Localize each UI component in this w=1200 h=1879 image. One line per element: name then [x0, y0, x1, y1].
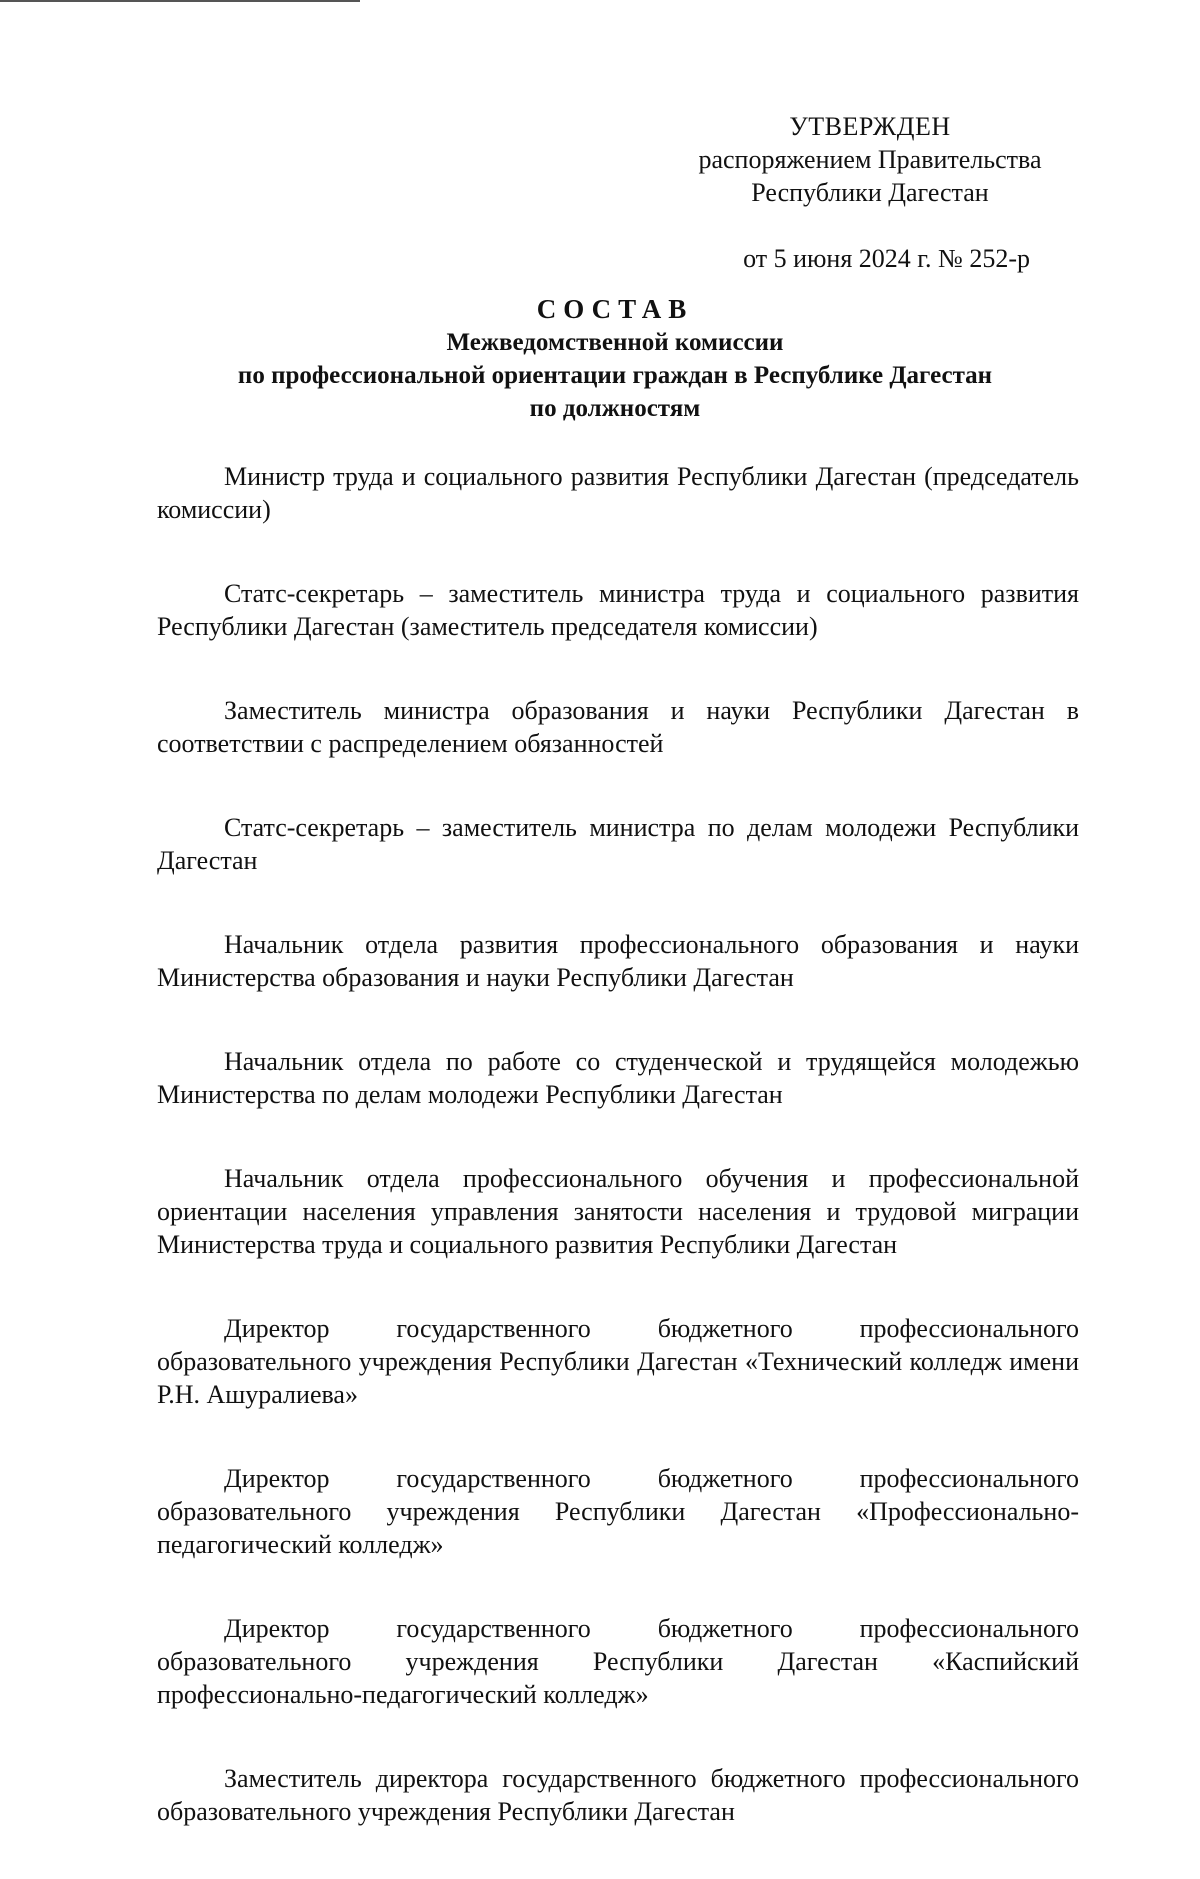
members-list — [157, 460, 1079, 1879]
member-paragraph: Директор государственного бюджетного профессионального образовательного учреждения Республики Дагестан «Технический колледж имени Р.Н. Ашуралиева» — [157, 1314, 1079, 1409]
heading-line-2: по профессиональной ориентации граждан в Республике Дагестан — [237, 362, 993, 389]
scan-edge-line — [0, 0, 360, 2]
approval-line-1: распоряжением Правительства — [698, 145, 1042, 174]
member-paragraph: Директор государственного бюджетного профессионального образовательного учреждения Республики Дагестан «Профессионально-педагогический колледж» — [157, 1464, 1079, 1559]
member-paragraph: Министр труда и социального развития Республики Дагестан (председатель комиссии) — [157, 462, 1079, 524]
member-paragraph: Начальник отдела по работе со студенческой и трудящейся молодежью Министерства по делам молодежи Республики Дагестан — [157, 1047, 1079, 1109]
document-heading — [120, 293, 1110, 425]
member-paragraph: Директор государственного бюджетного профессионального образовательного учреждения Республики Дагестан «Каспийский профессионально-педагогический колледж» — [157, 1614, 1079, 1709]
member-paragraph: Заместитель директора государственного бюджетного профессионального образовательного учреждения Республики Дагестан — [157, 1764, 1079, 1826]
heading-title: СОСТАВ — [536, 294, 694, 324]
approval-stamp-word: УТВЕРЖДЕН — [789, 112, 951, 141]
approval-line-2: Республики Дагестан — [751, 178, 989, 207]
member-paragraph: Статс-секретарь – заместитель министра по делам молодежи Республики Дагестан — [157, 813, 1079, 875]
approval-block — [670, 110, 1070, 209]
heading-line-1: Межведомственной комиссии — [446, 329, 784, 356]
member-paragraph: Начальник отдела профессионального обучения и профессиональной ориентации населения управления занятости населения и трудовой миграции Министерства труда и социального развития Республики Дагестан — [157, 1164, 1079, 1259]
member-paragraph: Заместитель министра образования и науки Республики Дагестан в соответствии с распределением обязанностей — [157, 696, 1079, 758]
member-paragraph: Начальник отдела развития профессионального образования и науки Министерства образования и науки Республики Дагестан — [157, 930, 1079, 992]
decree-date-number: от 5 июня 2024 г. № 252-р — [743, 244, 1030, 273]
member-paragraph: Статс-секретарь – заместитель министра труда и социального развития Республики Дагестан (заместитель председателя комиссии) — [157, 579, 1079, 641]
heading-line-3: по должностям — [529, 395, 701, 422]
